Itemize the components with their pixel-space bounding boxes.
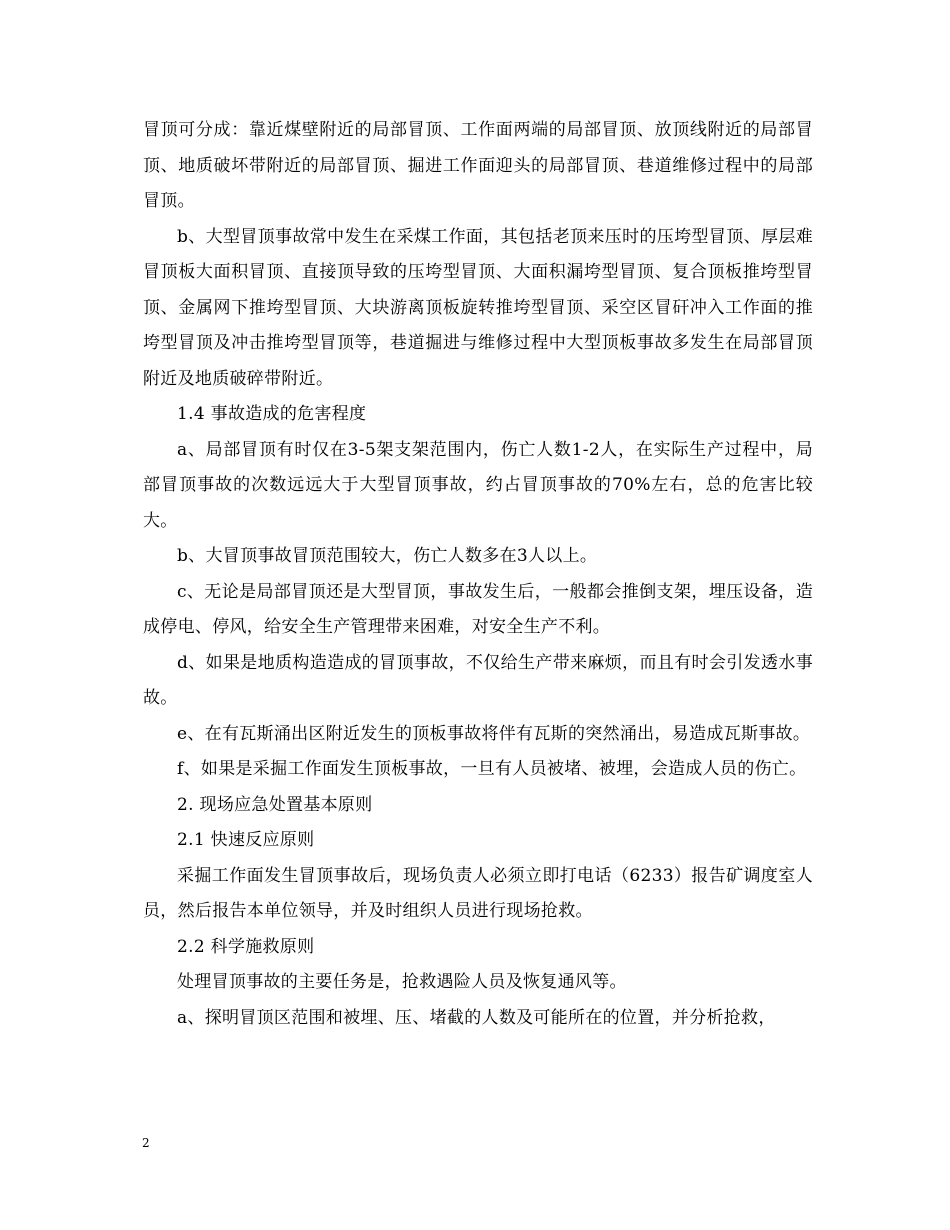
paragraph-item-e: e、在有瓦斯涌出区附近发生的顶板事故将伴有瓦斯的突然涌出，易造成瓦斯事故。 bbox=[177, 723, 811, 744]
section-heading-2-2: 2.2 科学施救原则 bbox=[177, 936, 315, 957]
paragraph-item-f: f、如果是采掘工作面发生顶板事故，一旦有人员被堵、被埋，会造成人员的伤亡。 bbox=[177, 759, 807, 779]
section-heading-2-1: 2.1 快速反应原则 bbox=[177, 830, 315, 850]
paragraph-main-task: 处理冒顶事故的主要任务是，抢救遇险人员及恢复通风等。 bbox=[177, 972, 627, 992]
paragraph-2: b、大型冒顶事故常中发生在采煤工作面，其包括老顶来压时的压垮型冒顶、厚层难冒顶板大面积冒顶、直接顶导致的压垮型冒顶、大面积漏垮型冒顶、复合顶板推垮型冒顶、金属网下推垮型冒顶、大块游离顶板旋转推垮型冒顶、采空区冒矸冲入工作面的推垮型冒顶及冲击推垮型冒顶等，巷道掘进与维修过程中大型顶板事故多发生在局部冒顶附近及地质破碎带附近。 bbox=[143, 226, 813, 389]
paragraph-rescue-item-a: a、探明冒顶区范围和被埋、压、堵截的人数及可能所在的位置，并分析抢救， bbox=[177, 1007, 776, 1028]
paragraph-item-b: b、大冒顶事故冒顶范围较大，伤亡人数多在3人以上。 bbox=[177, 546, 598, 566]
page-number: 2 bbox=[142, 1136, 150, 1150]
paragraph-item-d: d、如果是地质构造造成的冒顶事故，不仅给生产带来麻烦，而且有时会引发透水事故。 bbox=[143, 652, 813, 708]
section-heading-1-4: 1.4 事故造成的危害程度 bbox=[177, 404, 367, 424]
paragraph-1: 冒顶可分成：靠近煤壁附近的局部冒顶、工作面两端的局部冒顶、放顶线附近的局部冒顶、地质破坏带附近的局部冒顶、掘进工作面迎头的局部冒顶、巷道维修过程中的局部冒顶。 bbox=[143, 120, 813, 211]
section-heading-2: 2. 现场应急处置基本原则 bbox=[177, 794, 373, 815]
paragraph-rapid-response: 采掘工作面发生冒顶事故后，现场负责人必须立即打电话（6233）报告矿调度室人员，然后报告本单位领导，并及时组织人员进行现场抢救。 bbox=[143, 865, 813, 921]
paragraph-item-a: a、局部冒顶有时仅在3-5架支架范围内，伤亡人数1-2人，在实际生产过程中，局部冒顶事故的次数远远大于大型冒顶事故，约占冒顶事故的70%左右，总的危害比较大。 bbox=[143, 439, 813, 531]
paragraph-item-c: c、无论是局部冒顶还是大型冒顶，事故发生后，一般都会推倒支架，埋压设备，造成停电、停风，给安全生产管理带来困难，对安全生产不利。 bbox=[143, 581, 813, 637]
document-body bbox=[143, 113, 813, 1036]
